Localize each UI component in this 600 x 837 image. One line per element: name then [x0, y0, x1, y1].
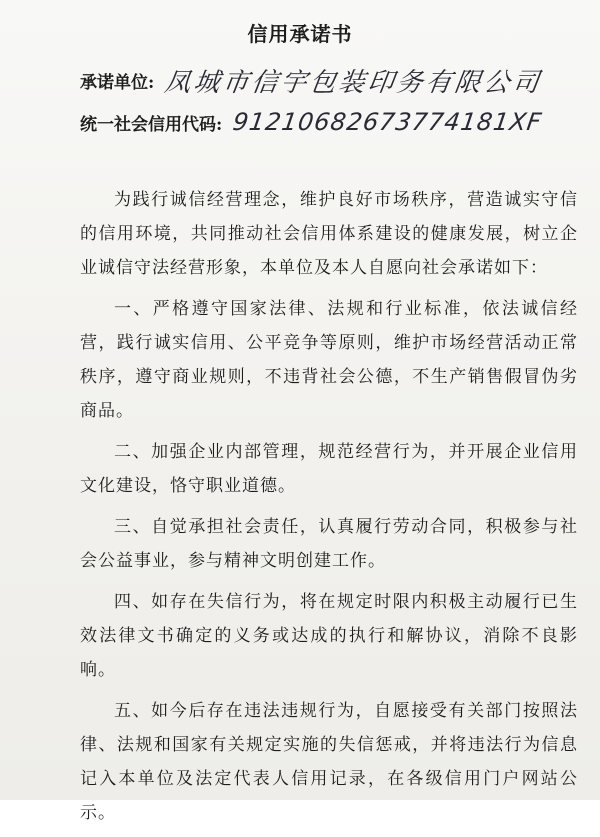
commitment-paragraph-3: 三、自觉承担社会责任，认真履行劳动合同，积极参与社会公益事业，参与精神文明创建工作。 [80, 517, 578, 571]
credit-code-label: 统一社会信用代码: [80, 114, 223, 135]
commitment-paragraph-5: 五、如今后存在违法违规行为，自愿接受有关部门按照法律、法规和国家有关规定实施的失信惩戒，并将违法行为信息记入本单位及法定代表人信用记录，在各级信用门户网站公示。 [80, 701, 578, 823]
committing-unit-handwritten-value: 凤城市信宇包装印务有限公司 [162, 68, 545, 98]
committing-unit-label: 承诺单位: [80, 73, 155, 93]
intro-paragraph: 为践行诚信经营理念，维护良好市场秩序，营造诚实守信的信用环境，共同推动社会信用体系建设的健康发展，树立企业诚信守法经营形象，本单位及本人自愿向社会承诺如下： [80, 190, 578, 278]
credit-code-field [80, 108, 545, 136]
commitment-paragraph-1: 一、严格遵守国家法律、法规和行业标准，依法诚信经营，践行诚实信用、公平竞争等原则，维护市场经营活动正常秩序，遵守商业规则，不违背社会公德，不生产销售假冒伪劣商品。 [80, 299, 578, 421]
commitment-paragraph-4: 四、如存在失信行为，将在规定时限内积极主动履行已生效法律文书确定的义务或达成的执行和解协议，消除不良影响。 [80, 592, 578, 680]
document-title: 信用承诺书 [247, 22, 353, 46]
credit-code-handwritten-value: 91210682673774181XF [231, 108, 545, 136]
document-body [80, 183, 578, 837]
committing-unit-field [80, 62, 545, 99]
commitment-paragraph-2: 二、加强企业内部管理，规范经营行为，并开展企业信用文化建设，恪守职业道德。 [80, 442, 578, 496]
